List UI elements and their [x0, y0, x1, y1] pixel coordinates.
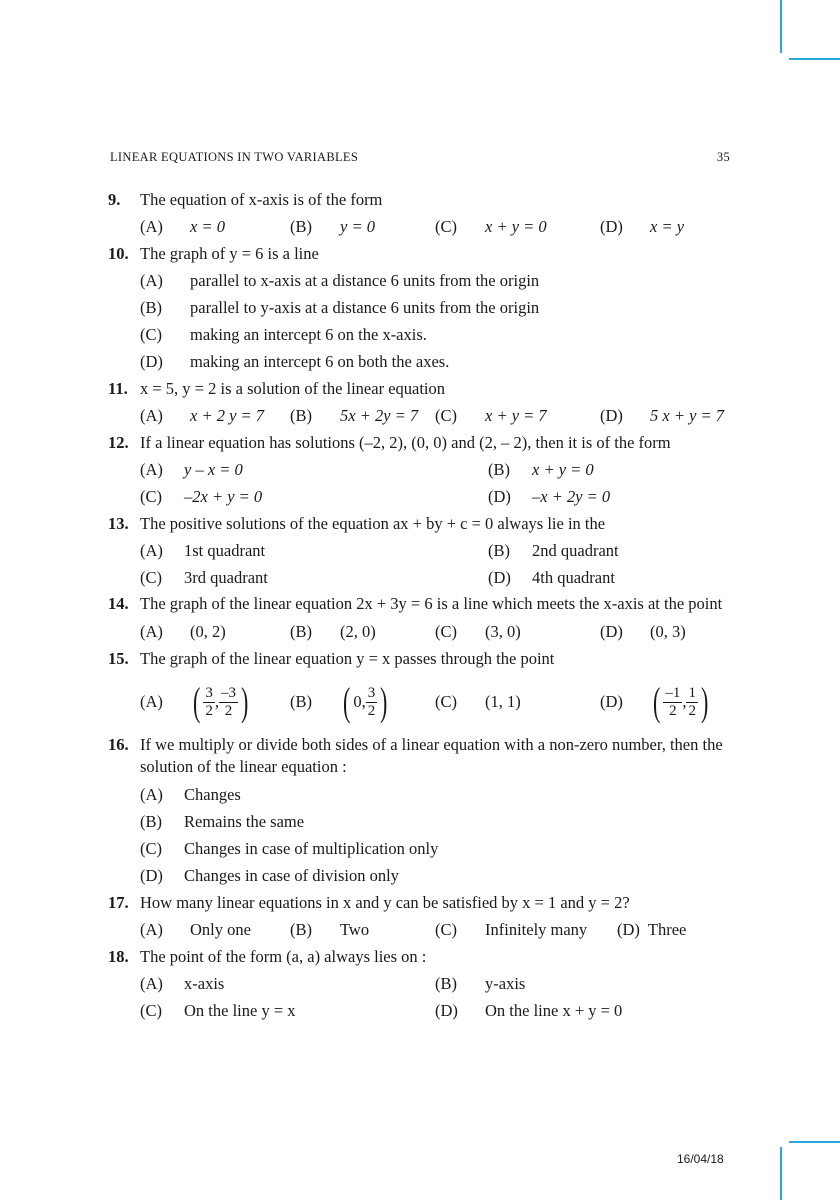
question-number: 16.: [108, 735, 129, 754]
question-text: The graph of the linear equation y = x passes through the point: [140, 649, 555, 668]
question-15: [108, 645, 738, 732]
question-number: 17.: [108, 893, 129, 912]
question-text: The equation of x-axis is of the form: [140, 190, 383, 209]
option-a: (A) Changes: [140, 785, 241, 804]
question-number: 11.: [108, 379, 128, 398]
option-a: (A) ( 3 2 , –3 2 ): [140, 679, 249, 724]
option-b: (B) (2, 0): [290, 622, 376, 641]
option-c: (C) x + y = 7: [435, 406, 547, 425]
question-number: 9.: [108, 190, 121, 209]
question-text: The graph of y = 6 is a line: [140, 244, 319, 263]
option-d: (D) ( –1 2 , 1 2 ): [600, 679, 709, 724]
question-text: If a linear equation has solutions (–2, 2), (0, 0) and (2, – 2), then it is of the form: [140, 433, 671, 452]
option-c: (C) Changes in case of multiplication only: [140, 839, 439, 858]
option-b: (B) 2nd quadrant: [488, 541, 619, 560]
question-number: 14.: [108, 594, 129, 613]
option-a: (A) Only one: [140, 920, 251, 939]
question-18: [108, 943, 738, 1024]
option-a: (A) parallel to x-axis at a distance 6 units from the origin: [140, 271, 540, 290]
option-b: (B) parallel to y-axis at a distance 6 units from the origin: [140, 298, 540, 317]
option-c: (C) (3, 0): [435, 622, 521, 641]
question-number: 10.: [108, 244, 129, 263]
option-b: (B) Two: [290, 920, 370, 939]
chapter-title: LINEAR EQUATIONS IN TWO VARIABLES: [110, 150, 359, 164]
question-text: If we multiply or divide both sides of a linear equation with a non-zero number, then the solution of the linear equation :: [140, 735, 723, 776]
crop-mark-top-horizontal: [789, 58, 840, 60]
option-d: (D) On the line x + y = 0: [435, 1001, 623, 1020]
question-text: The point of the form (a, a) always lies on :: [140, 947, 427, 966]
question-16: [108, 732, 738, 889]
option-a: (A) x = 0: [140, 217, 225, 236]
question-number: 15.: [108, 649, 129, 668]
option-c: (C) x + y = 0: [435, 217, 547, 236]
option-d: (D) –x + 2y = 0: [488, 487, 611, 506]
print-date: 16/04/18: [677, 1152, 724, 1166]
option-b: (B) ( 0, 3 2 ): [290, 679, 388, 724]
option-d: (D) Three: [617, 920, 687, 939]
option-c: (C) Infinitely many: [435, 920, 588, 939]
option-b: (B) Remains the same: [140, 812, 305, 831]
option-a: (A) y – x = 0: [140, 460, 243, 479]
option-c: (C) –2x + y = 0: [140, 487, 263, 506]
option-d: (D) 5 x + y = 7: [600, 406, 725, 425]
crop-mark-top-vertical: [780, 0, 782, 53]
question-number: 13.: [108, 514, 129, 533]
option-c: (C) (1, 1): [435, 692, 521, 711]
option-a: (A) (0, 2): [140, 622, 226, 641]
option-c: (C) 3rd quadrant: [140, 568, 268, 587]
question-list: [108, 186, 738, 1024]
question-text: x = 5, y = 2 is a solution of the linear equation: [140, 379, 446, 398]
option-b: (B) y = 0: [290, 217, 375, 236]
question-text: The positive solutions of the equation ax + by + c = 0 always lie in the: [140, 514, 606, 533]
question-text: How many linear equations in x and y can be satisfied by x = 1 and y = 2?: [140, 893, 630, 912]
option-d: (D) making an intercept 6 on both the axes.: [140, 352, 450, 371]
option-d: (D) (0, 3): [600, 622, 686, 641]
option-b: (B) x + y = 0: [488, 460, 594, 479]
option-b: (B) 5x + 2y = 7: [290, 406, 419, 425]
question-number: 18.: [108, 947, 129, 966]
option-a: (A) x + 2 y = 7: [140, 406, 265, 425]
option-d: (D) Changes in case of division only: [140, 866, 399, 885]
question-number: 12.: [108, 433, 129, 452]
option-a: (A) 1st quadrant: [140, 541, 266, 560]
question-13: [108, 510, 738, 591]
option-d: (D) 4th quadrant: [488, 568, 615, 587]
question-9: [108, 186, 738, 240]
crop-mark-bottom-vertical: [780, 1147, 782, 1200]
question-11: [108, 375, 738, 429]
option-c: (C) making an intercept 6 on the x-axis.: [140, 325, 427, 344]
running-header: [110, 150, 730, 165]
option-d: (D) x = y: [600, 217, 685, 236]
question-12: [108, 429, 738, 510]
question-text: The graph of the linear equation 2x + 3y = 6 is a line which meets the x-axis at the point: [140, 594, 723, 613]
crop-mark-bottom-horizontal: [789, 1141, 840, 1143]
option-b: (B) y-axis: [435, 974, 526, 993]
question-17: [108, 889, 738, 943]
page-number: 35: [716, 150, 730, 164]
question-14: [108, 591, 738, 645]
option-c: (C) On the line y = x: [140, 1001, 296, 1020]
question-10: [108, 240, 738, 375]
option-a: (A) x-axis: [140, 974, 225, 993]
